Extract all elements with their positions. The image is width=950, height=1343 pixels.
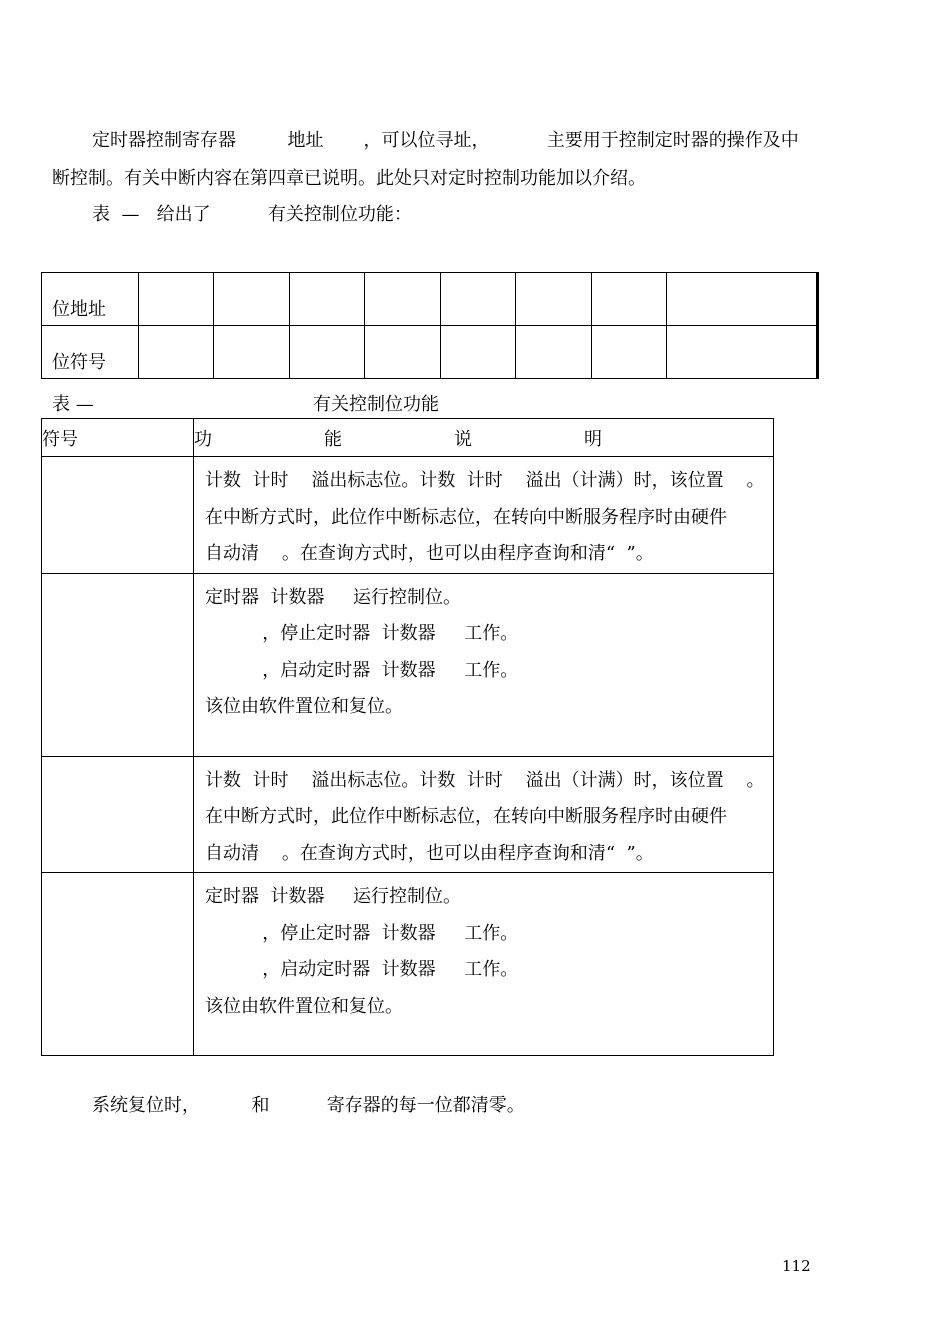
page-number: 112 (782, 1257, 811, 1275)
description-line: ，停止定时器 计数器 工作。 (205, 922, 519, 944)
description-cell (194, 873, 774, 1056)
header-char: 能 (324, 428, 342, 450)
description-line: 在中断方式时，此位作中断标志位，在转向中断服务程序时由硬件 (205, 506, 727, 528)
description-line: 在中断方式时，此位作中断标志位，在转向中断服务程序时由硬件 (205, 806, 727, 827)
symbol-cell (42, 457, 194, 574)
header-char: 功 (194, 428, 212, 450)
bit-cell (440, 273, 515, 326)
bit-cell (667, 273, 818, 326)
description-line: 定时器 计数器 运行控制位。 (205, 886, 462, 907)
description-line: 该位由软件置位和复位。 (205, 995, 403, 1017)
description-cell (194, 756, 774, 873)
bit-address-row (42, 273, 818, 326)
intro-line-2: 断控制。有关中断内容在第四章已说明。此处只对定时控制功能加以介绍。 (52, 168, 646, 189)
table-row (42, 873, 774, 1056)
symbol-cell (42, 756, 194, 873)
header-char: 说 (454, 428, 472, 450)
description-line: ，启动定时器 计数器 工作。 (205, 959, 519, 980)
header-symbol: 符号 (42, 419, 194, 457)
description-line: 该位由软件置位和复位。 (205, 696, 403, 717)
bit-cell (289, 273, 364, 326)
bit-address-table (41, 272, 819, 379)
bit-cell (139, 326, 214, 379)
description-cell (194, 457, 774, 574)
bit-cell (365, 326, 440, 379)
bit-cell (365, 273, 440, 326)
description-line: ，停止定时器 计数器 工作。 (205, 623, 519, 644)
table-row (42, 756, 774, 873)
bit-address-label: 位地址 (42, 273, 139, 326)
table-header-row (42, 419, 774, 457)
header-function (194, 419, 774, 457)
bit-cell (214, 273, 289, 326)
reset-note: 系统复位时， 和 寄存器的每一位都清零。 (92, 1095, 525, 1116)
description-line: 自动清 。在查询方式时，也可以由程序查询和清“ ”。 (205, 543, 654, 564)
description-cell (194, 573, 774, 756)
description-line: 计数 计时 溢出标志位。计数 计时 溢出（计满）时，该位置 。 (205, 470, 765, 491)
description-line: ，启动定时器 计数器 工作。 (205, 659, 519, 681)
table-caption-right: 有关控制位功能 (313, 394, 439, 415)
bit-cell (591, 326, 666, 379)
intro-line-1: 定时器控制寄存器 地址 ，可以位寻址， 主要用于控制定时器的操作及中 (92, 130, 799, 151)
table-caption-left: 表 — (52, 394, 94, 415)
header-char: 明 (584, 428, 602, 450)
symbol-cell (42, 873, 194, 1056)
bit-cell (289, 326, 364, 379)
bit-cell (667, 326, 818, 379)
bit-cell (214, 326, 289, 379)
bit-cell (139, 273, 214, 326)
symbol-cell (42, 573, 194, 756)
description-line: 定时器 计数器 运行控制位。 (205, 586, 462, 608)
intro-line-3: 表 — 给出了 有关控制位功能： (92, 204, 412, 225)
table-row (42, 573, 774, 756)
bit-cell (440, 326, 515, 379)
bit-symbol-row (42, 326, 818, 379)
bit-cell (516, 273, 591, 326)
control-bit-function-table (41, 418, 774, 1056)
table-row (42, 457, 774, 574)
bit-symbol-label: 位符号 (42, 326, 139, 379)
bit-cell (591, 273, 666, 326)
description-line: 计数 计时 溢出标志位。计数 计时 溢出（计满）时，该位置 。 (205, 769, 765, 791)
description-line: 自动清 。在查询方式时，也可以由程序查询和清“ ”。 (205, 842, 654, 864)
bit-cell (516, 326, 591, 379)
